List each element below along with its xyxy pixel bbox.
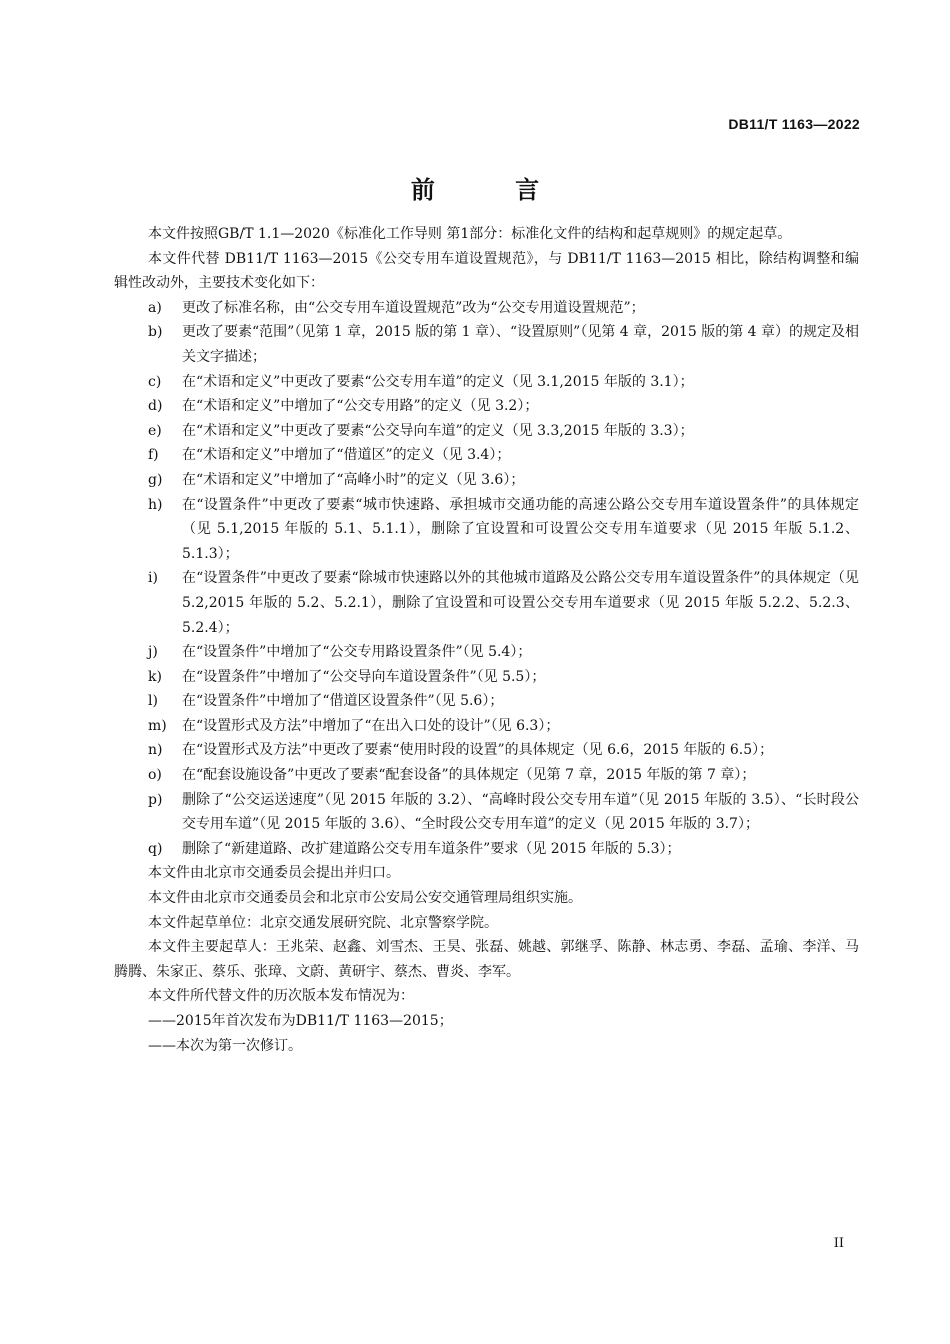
document-body xyxy=(114,222,859,1058)
list-item-text: 在“术语和定义”中增加了“借道区”的定义（见 3.4）； xyxy=(182,447,511,464)
list-item xyxy=(114,370,859,395)
standard-code: DB11/T 1163—2022 xyxy=(728,116,860,132)
list-item-text: 更改了要素“范围”（见第 1 章，2015 版的第 1 章）、“设置原则”（见第 4 章，2015 版的第 4 章）的规定及相关文字描述； xyxy=(182,324,860,365)
list-item xyxy=(114,640,859,665)
list-marker: f) xyxy=(148,447,159,464)
list-item-text: 在“设置形式及方法”中更改了要素“使用时段的设置”的具体规定（见 6.6，2015 年版的 6.5）； xyxy=(182,742,774,759)
list-item xyxy=(114,714,859,739)
list-marker: h) xyxy=(148,496,163,513)
list-marker: j) xyxy=(148,644,158,661)
list-item-text: 在“设置条件”中更改了要素“城市快速路、承担城市交通功能的高速公路公交专用车道设置条件”的具体规定（见 5.1,2015 年版的 5.1、5.1.1），删除了宜设置和可设置公交专用车道要求（见 2015 年版 5.1.2、5.1.3）； xyxy=(182,496,859,562)
list-marker: m) xyxy=(148,717,167,734)
list-item xyxy=(114,493,859,567)
list-item xyxy=(114,296,859,321)
list-marker: k) xyxy=(148,668,162,685)
closing-paragraph: 本文件由北京市交通委员会提出并归口。 xyxy=(148,865,400,882)
list-item-text: 更改了标准名称，由“公交专用车道设置规范”改为“公交专用道设置规范”； xyxy=(182,299,645,316)
list-item-text: 在“术语和定义”中增加了“高峰小时”的定义（见 3.6）； xyxy=(182,471,525,488)
list-item xyxy=(114,689,859,714)
list-marker: e) xyxy=(148,422,162,439)
closing-paragraph: 本文件起草单位：北京交通发展研究院、北京警察学院。 xyxy=(148,914,498,931)
list-item xyxy=(114,443,859,468)
list-item-text: 在“术语和定义”中增加了“公交专用路”的定义（见 3.2）； xyxy=(182,398,539,415)
list-item-text: 在“设置形式及方法”中增加了“在出入口处的设计”（见 6.3）； xyxy=(182,717,560,734)
list-item-text: 删除了“新建道路、改扩建道路公交专用车道条件”要求（见 2015 年版的 5.3）； xyxy=(182,840,681,857)
list-item-text: 在“术语和定义”中更改了要素“公交导向车道”的定义（见 3.3,2015 年版的 3.3）； xyxy=(182,422,694,439)
closing-paragraph: ——本次为第一次修订。 xyxy=(148,1037,302,1054)
list-item-text: 在“设置条件”中更改了要素“除城市快速路以外的其他城市道路及公路公交专用车道设置条件”的具体规定（见 5.2,2015 年版的 5.2、5.2.1），删除了宜设置和可设置公交专用车道要求（见 2015 年版 5.2.2、5.2.3、5.2.4）； xyxy=(182,570,859,636)
list-item-text: 在“术语和定义”中更改了要素“公交专用车道”的定义（见 3.1,2015 年版的 3.1）； xyxy=(182,373,694,390)
list-item xyxy=(114,566,859,640)
closing-paragraph: 本文件由北京市交通委员会和北京市公安局公安交通管理局组织实施。 xyxy=(148,890,582,907)
list-item xyxy=(114,837,859,862)
list-item xyxy=(114,763,859,788)
list-item xyxy=(114,320,859,369)
page-number: II xyxy=(833,1236,844,1251)
intro-paragraph: 本文件代替 DB11/T 1163—2015《公交专用车道设置规范》，与 DB11/T 1163—2015 相比，除结构调整和编辑性改动外，主要技术变化如下： xyxy=(114,250,859,292)
list-item xyxy=(114,788,859,837)
list-item-text: 在“设置条件”中增加了“公交专用路设置条件”（见 5.4）； xyxy=(182,644,532,661)
list-item-text: 在“设置条件”中增加了“借道区设置条件”（见 5.6）； xyxy=(182,693,504,710)
list-item xyxy=(114,394,859,419)
list-marker: q) xyxy=(148,840,163,857)
closing-paragraph: ——2015年首次发布为DB11/T 1163—2015； xyxy=(148,1013,453,1029)
changes-list xyxy=(114,296,859,862)
list-item-text: 在“配套设施设备”中更改了要素“配套设备”的具体规定（见第 7 章，2015 年版的第 7 章）； xyxy=(182,767,756,784)
list-item xyxy=(114,665,859,690)
closing-paragraph: 本文件所代替文件的历次版本发布情况为： xyxy=(148,988,414,1005)
list-item-text: 在“设置条件”中增加了“公交导向车道设置条件”（见 5.5）； xyxy=(182,668,546,685)
closing-paragraph: 本文件主要起草人：王兆荣、赵鑫、刘雪杰、王昊、张磊、姚越、郭继孚、陈静、林志勇、李磊、孟瑜、李洋、马腾腾、朱家正、蔡乐、张璋、文蔚、黄研宇、蔡杰、曹炎、李军。 xyxy=(114,939,859,980)
list-marker: a) xyxy=(148,299,162,316)
intro-paragraph: 本文件按照GB/T 1.1—2020《标准化工作导则 第1部分：标准化文件的结构和起草规则》的规定起草。 xyxy=(148,226,792,242)
list-item-text: 删除了“公交运送速度”（见 2015 年版的 3.2）、“高峰时段公交专用车道”（见 2015 年版的 3.5）、“长时段公交专用车道”（见 2015 年版的 3.6）、“全时段公交专用车道”的定义（见 2015 年版的 3.7）； xyxy=(182,791,859,833)
list-item xyxy=(114,419,859,444)
list-marker: g) xyxy=(148,471,163,488)
list-marker: b) xyxy=(148,324,163,341)
list-marker: d) xyxy=(148,398,163,415)
list-marker: n) xyxy=(148,742,163,759)
list-marker: p) xyxy=(148,791,163,808)
list-marker: l) xyxy=(148,693,158,710)
list-marker: o) xyxy=(148,767,162,784)
list-marker: i) xyxy=(148,570,158,587)
page-title: 前 言 xyxy=(410,176,576,204)
list-item xyxy=(114,468,859,493)
list-marker: c) xyxy=(148,373,162,390)
list-item xyxy=(114,738,859,763)
